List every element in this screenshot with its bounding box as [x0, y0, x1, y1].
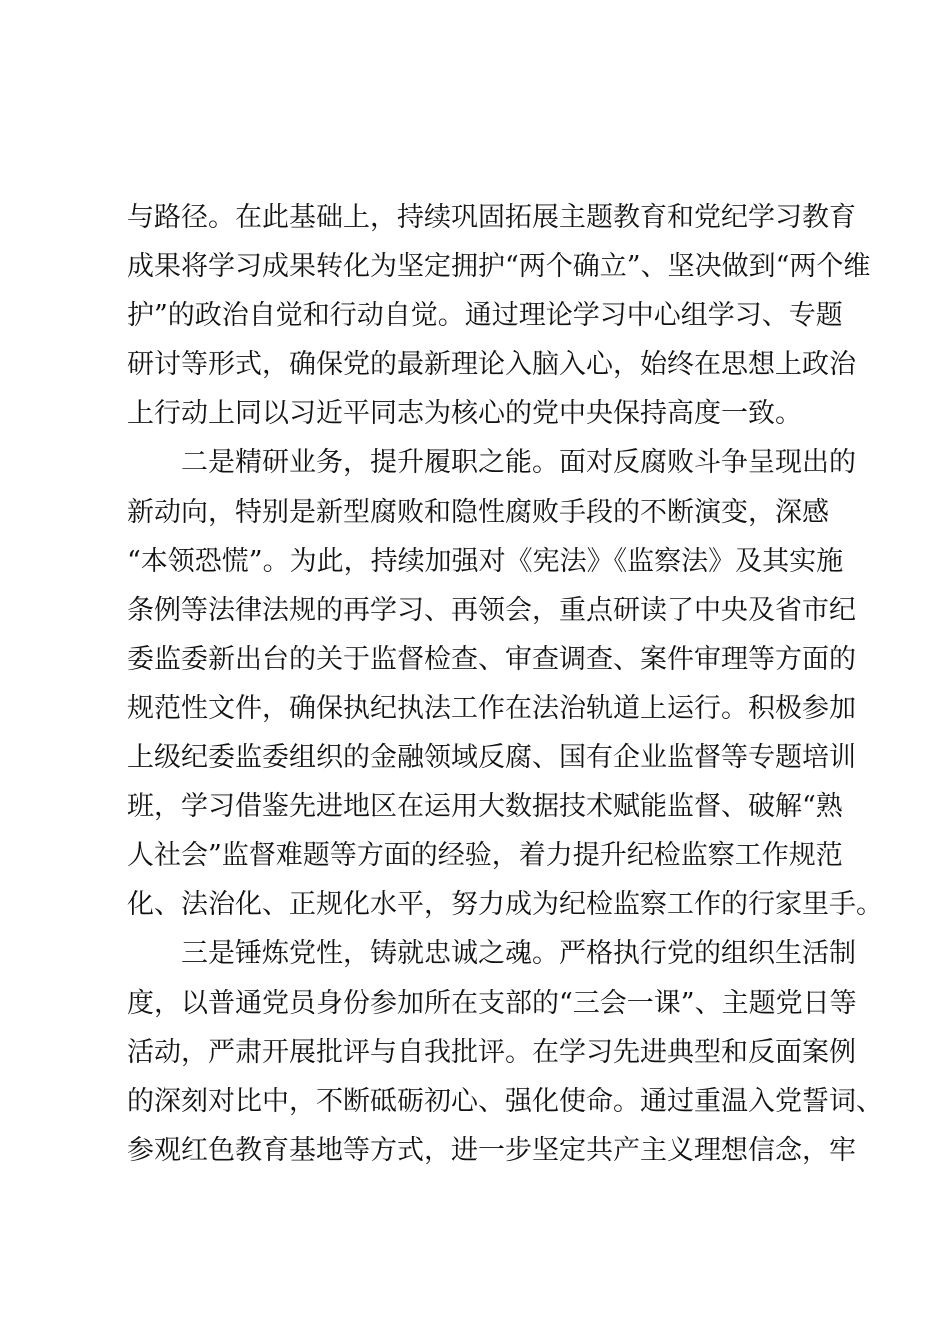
paragraph-heading-line: 三是锤炼党性，铸就忠诚之魂。严格执行党的组织生活制 — [181, 938, 856, 970]
text-line: 人社会”监督难题等方面的经验，着力提升纪检监察工作规范 — [127, 840, 843, 872]
text-line: 条例等法律法规的再学习、再领会，重点研读了中央及省市纪 — [127, 594, 856, 626]
text-line: “本领恐慌”。为此，持续加强对《宪法》《监察法》及其实施 — [127, 545, 844, 577]
text-line: 规范性文件，确保执纪执法工作在法治轨道上运行。积极参加 — [127, 692, 856, 724]
text-line: 成果将学习成果转化为坚定拥护“两个确立”、坚决做到“两个维 — [127, 251, 871, 283]
text-line: 化、法治化、正规化水平，努力成为纪检监察工作的行家里手。 — [127, 889, 883, 921]
text-line: 班，学习借鉴先进地区在运用大数据技术赋能监督、破解“熟 — [127, 791, 843, 823]
text-line: 研讨等形式，确保党的最新理论入脑入心，始终在思想上政治 — [127, 349, 856, 381]
text-line: 委监委新出台的关于监督检查、审查调查、案件审理等方面的 — [127, 643, 856, 675]
text-line: 的深刻对比中，不断砥砺初心、强化使命。通过重温入党誓词、 — [127, 1085, 883, 1117]
text-line: 护”的政治自觉和行动自觉。通过理论学习中心组学习、专题 — [127, 300, 843, 332]
body-text — [127, 193, 883, 1175]
paragraph-heading-line: 二是精研业务，提升履职之能。面对反腐败斗争呈现出的 — [181, 447, 856, 479]
text-line: 参观红色教育基地等方式，进一步坚定共产主义理想信念，牢 — [127, 1134, 856, 1166]
text-line: 上级纪委监委组织的金融领域反腐、国有企业监督等专题培训 — [127, 742, 856, 774]
text-line: 与路径。在此基础上，持续巩固拓展主题教育和党纪学习教育 — [127, 202, 856, 233]
text-line: 新动向，特别是新型腐败和隐性腐败手段的不断演变，深感 — [127, 496, 829, 528]
text-line: 活动，严肃开展批评与自我批评。在学习先进典型和反面案例 — [127, 1036, 856, 1068]
text-line: 度，以普通党员身份参加所在支部的“三会一课”、主题党日等 — [127, 987, 857, 1019]
text-line: 上行动上同以习近平同志为核心的党中央保持高度一致。 — [127, 398, 802, 430]
